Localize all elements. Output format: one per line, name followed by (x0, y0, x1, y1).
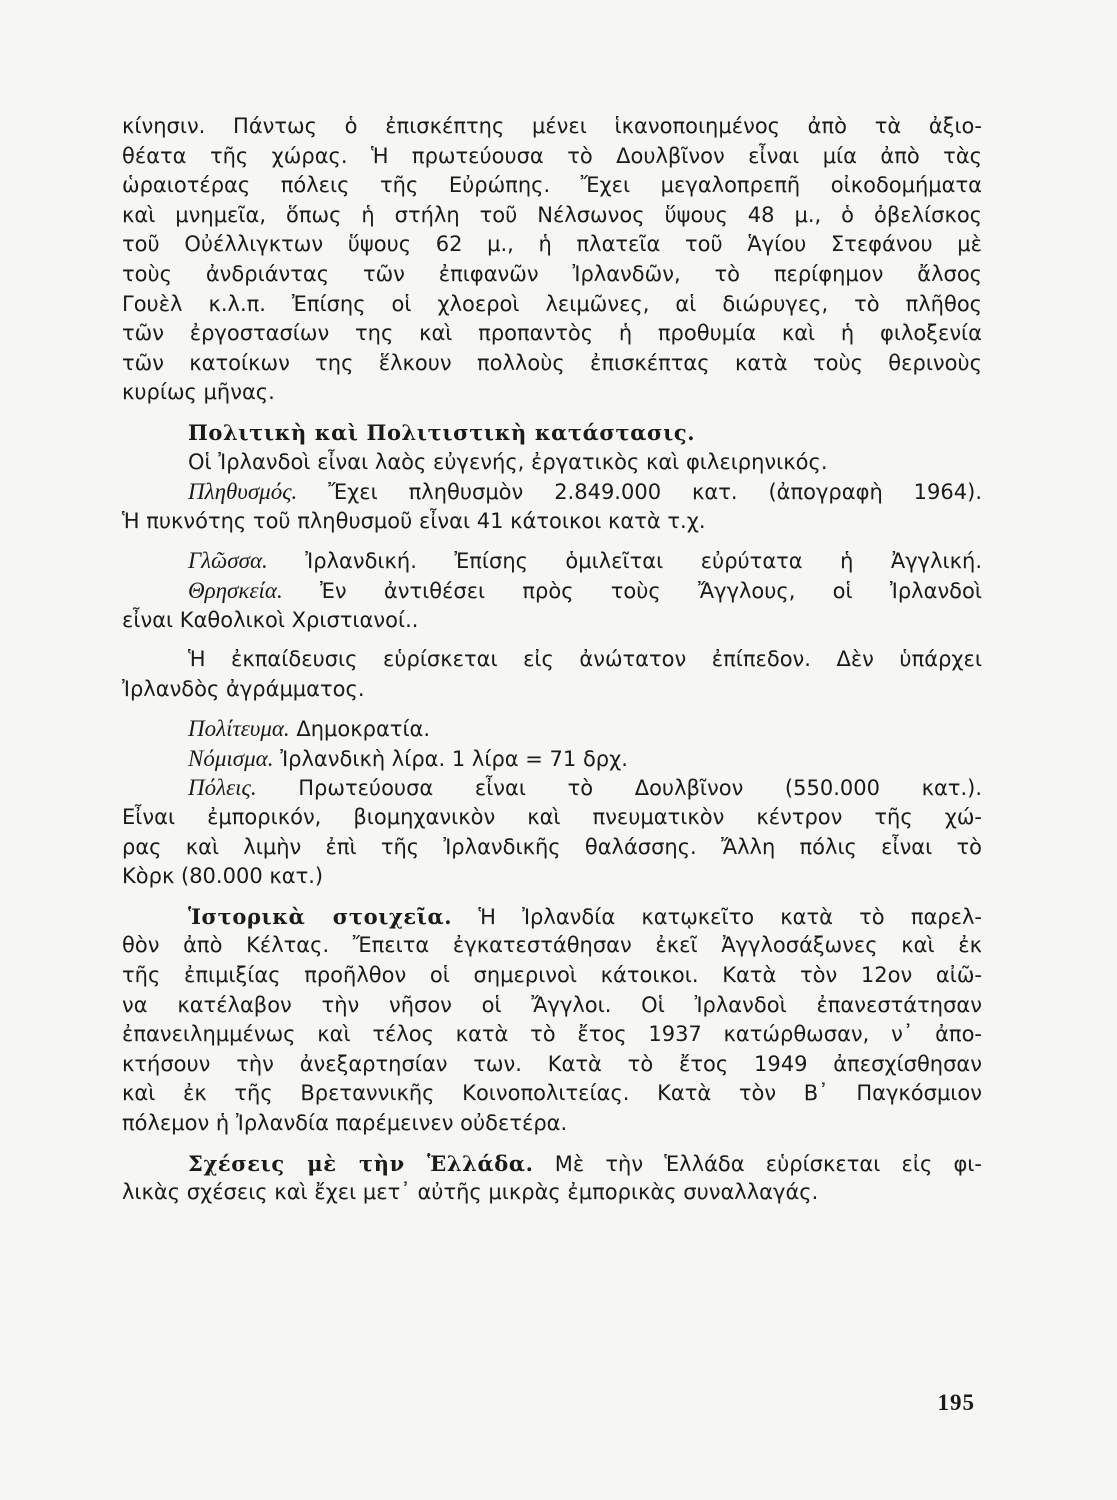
religion-text: Ἐν ἀντιθέσει πρὸς τοὺς Ἄγγλους, οἱ Ἰρλανδοὶ (319, 578, 982, 603)
cities-line-2: Εἶναι ἐμπορικόν, βιομηχανικὸν καὶ πνευματικὸν κέντρον τῆς χώ- (122, 805, 982, 830)
history-line: ἐπανειλημμένως καὶ τέλος κατὰ τὸ ἔτος 1937 κατώρθωσαν, ν᾽ ἀπο- (122, 1022, 982, 1047)
politics-heading-line (122, 418, 982, 448)
relations-first-text: Μὲ τὴν Ἑλλάδα εὑρίσκεται εἰς φι- (554, 1151, 982, 1176)
population-line (122, 477, 982, 507)
text-line: καὶ μνημεῖα, ὅπως ἡ στήλη τοῦ Νέλσωνος ὕψους 48 μ., ὁ ὀβελίσκος (122, 202, 982, 227)
text-line: Γουὲλ κ.λ.π. Ἐπίσης οἱ χλοεροὶ λειμῶνες, αἱ διώρυγες, τὸ πλῆθος (122, 291, 982, 316)
history-line: να κατέλαβον τὴν νῆσον οἱ Ἄγγλοι. Οἱ Ἰρλανδοὶ ἐπανεστάτησαν (122, 992, 982, 1017)
population-label: Πληθυσμός. (188, 479, 298, 505)
history-line: θὸν ἀπὸ Κέλτας. Ἔπειτα ἐγκατεστάθησαν ἐκεῖ Ἀγγλοσάξωνες καὶ ἐκ (122, 933, 982, 958)
relations-heading-line (122, 1149, 982, 1179)
text-line: ὡραιοτέρας πόλεις τῆς Εὐρώπης. Ἔχει μεγαλοπρεπῆ οἰκοδομήματα (122, 173, 982, 198)
polity-text: Δημοκρατία. (296, 717, 431, 742)
history-heading-line (122, 902, 982, 932)
polity-line (122, 714, 982, 744)
cities-line-3: ρας καὶ λιμὴν ἐπὶ τῆς Ἰρλανδικῆς θαλάσσης. Ἄλλη πόλις εἶναι τὸ (122, 834, 982, 859)
body-text (122, 112, 982, 1208)
currency-line (122, 744, 982, 774)
history-line: καὶ ἐκ τῆς Βρεταννικῆς Κοινοπολιτείας. Κατὰ τὸν Β᾽ Παγκόσμιον (122, 1081, 982, 1106)
density-line: Ἡ πυκνότης τοῦ πληθυσμοῦ εἶναι 41 κάτοικοι κατὰ τ.χ. (122, 508, 706, 533)
language-text: Ἰρλανδική. Ἐπίσης ὁμιλεῖται εὐρύτατα ἡ Ἀγγλική. (305, 549, 982, 574)
politics-heading: Πολιτικὴ καὶ Πολιτιστικὴ κατάστασις. (188, 419, 696, 445)
relations-line: λικὰς σχέσεις καὶ ἔχει μετ᾽ αὐτῆς μικρὰς ἐμπορικὰς συναλλαγάς. (122, 1180, 819, 1205)
relations-heading: Σχέσεις μὲ τὴν Ἑλλάδα. (188, 1150, 534, 1176)
cities-label: Πόλεις. (188, 775, 257, 801)
education-line: Ἡ ἐκπαίδευσις εὑρίσκεται εἰς ἀνώτατον ἐπίπεδον. Δὲν ὑπάρχει (188, 647, 982, 672)
religion-label: Θρησκεία. (188, 577, 283, 603)
history-line: τῆς ἐπιμιξίας προῆλθον οἱ σημερινοὶ κάτοικοι. Κατὰ τὸν 12ον αἰῶ- (122, 963, 982, 988)
cities-line-4: Κὸρκ (80.000 κατ.) (122, 864, 324, 889)
history-first-text: Ἡ Ἰρλανδία κατῳκεῖτο κατὰ τὸ παρελ- (478, 904, 982, 929)
religion-line (122, 576, 982, 606)
page-number: 195 (937, 1390, 975, 1415)
history-line: πόλεμον ἡ Ἰρλανδία παρέμεινεν οὐδετέρα. (122, 1111, 568, 1135)
currency-label: Νόμισμα. (188, 745, 274, 771)
history-line: κτήσουν τὴν ἀνεξαρτησίαν των. Κατὰ τὸ ἔτος 1949 ἀπεσχίσθησαν (122, 1051, 982, 1076)
people-line: Οἱ Ἰρλανδοὶ εἶναι λαὸς εὐγενής, ἐργατικὸς καὶ φιλειρηνικός. (188, 449, 828, 474)
text-line: τοὺς ἀνδριάντας τῶν ἐπιφανῶν Ἰρλανδῶν, τὸ περίφημον ἄλσος (122, 261, 982, 286)
polity-label: Πολίτευμα. (188, 716, 290, 742)
text-line: κίνησιν. Πάντως ὁ ἐπισκέπτης μένει ἱκανοποιημένος ἀπὸ τὰ ἀξιο- (122, 114, 982, 138)
text-line: κυρίως μῆνας. (122, 380, 275, 405)
language-label: Γλῶσσα. (188, 548, 268, 574)
religion-line-2: εἶναι Καθολικοὶ Χριστιανοί.. (122, 607, 419, 632)
history-heading: Ἱστορικὰ στοιχεῖα. (188, 903, 453, 929)
text-line: τοῦ Οὐέλλιγκτων ὕψους 62 μ., ἡ πλατεῖα τοῦ Ἁγίου Στεφάνου μὲ (122, 232, 982, 257)
text-line: θέατα τῆς χώρας. Ἡ πρωτεύουσα τὸ Δουλβῖνον εἶναι μία ἀπὸ τὰς (122, 143, 982, 168)
population-text: Ἔχει πληθυσμὸν 2.849.000 κατ. (ἀπογραφὴ 1964). (328, 480, 982, 505)
cities-text: Πρωτεύουσα εἶναι τὸ Δουλβῖνον (550.000 κατ.). (298, 776, 982, 801)
text-line: τῶν ἐργοστασίων της καὶ προπαντὸς ἡ προθυμία καὶ ἡ φιλοξενία (122, 321, 982, 346)
language-line (122, 546, 982, 576)
text-line: τῶν κατοίκων της ἕλκουν πολλοὺς ἐπισκέπτας κατὰ τοὺς θερινοὺς (122, 350, 982, 375)
education-line-2: Ἰρλανδὸς ἀγράμματος. (122, 676, 365, 701)
cities-line (122, 773, 982, 803)
currency-text: Ἰρλανδικὴ λίρα. 1 λίρα = 71 δρχ. (280, 746, 628, 771)
